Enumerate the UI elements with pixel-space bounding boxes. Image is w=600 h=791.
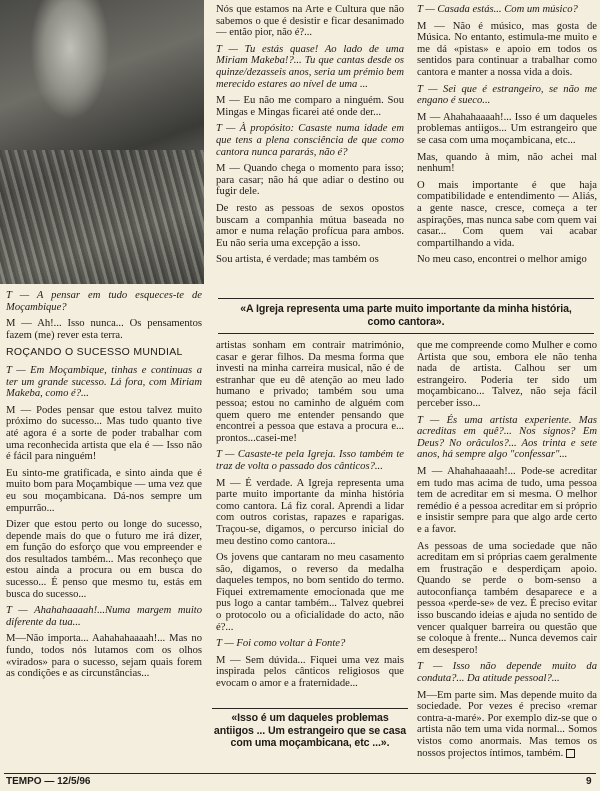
paragraph: No meu caso, encontrei o melhor amigo [417,254,587,266]
paragraph: T — Foi como voltar à Fonte? [216,638,346,650]
page-number: 9 [586,776,592,787]
paragraph: M — Sem dúvida... Fiquei uma vez mais inspirada pelos cânticos religiosos que evocam o amor e a fraternidade... [216,654,404,690]
pullquote-top: «A Igreja representa uma parte muito importante da minha história, como cantora». [240,303,572,328]
paragraph: M — Quando chega o momento para isso; para casar; não há que adiar o destino ou fugir dele. [216,163,404,198]
section-heading: ROÇANDO O SUCESSO MUNDIAL [6,346,183,359]
paragraph: M — Podes pensar que estou talvez muito próximo do sucesso... Mas tudo quanto tive até agora é a sorte de poder trabalhar com uma reconhecida artista que ela é — Isso não é fácil para ninguém! [6,404,202,463]
paragraph: T — À propósito: Casaste numa idade em que tens a plena consciência de que como cantora nunca pararás, não é? [216,123,404,158]
paragraph: M — Eu não me comparo a ninguém. Sou Mingas e Mingas ficarei até onde der... [216,95,404,118]
paragraph-text: M—Em parte sim. Mas depende muito da sociedade. Por vezes é preciso «remar contra-a-maré». Por exemplo diz-se que o artista não tem uma vida normal... Somos vistos como anormais. Mas temos os nossos projectos íntimos, também. [417,689,597,759]
column-3-upper [417,4,597,271]
paragraph: T — Tu estás quase! Ao lado de uma Miriam Makeba!?... Tu que cantas desde os quinze/dezasseis anos, seria um prémio bem merecido estares ao nível de uma ... [216,43,404,90]
paragraph: M — Ahahahaaaah!... Pode-se acreditar em tudo mas acima de tudo, uma pessoa tem de acreditar em si mesma. O melhor remédio é a pessoa acreditar em si próprio e insistir sempre para que algo arde certo e a favor. [417,465,597,535]
paragraph: Sou artista, é verdade; mas também os [216,254,379,266]
photo-foliage [0,150,204,284]
paragraph: Eu sinto-me gratificada, e sinto ainda que é muito bom para Moçambique — uma vez que eu sou moçambicana. Dá-nos sempre um empurrão... [6,467,202,514]
paragraph: Nós que estamos na Arte e Cultura que não sabemos o que é desistir e ficar desanimado — então pior, não é?... [216,4,404,39]
paragraph: M — Ahahahaaaah!... Isso é um daqueles problemas antiigos... Um estrangeiro que se casa com uma moçambicana, etc... [417,111,597,146]
column-2-upper [216,4,404,271]
paragraph: M — Não é músico, mas gosta de Música. No entanto, estimula-me muito e me dá «pistas» e apoio em todos os sentidos para continuar a trabalhar como cantora e manter a nossa vida a dois. [417,20,597,78]
paragraph [417,690,597,760]
footer-issue: TEMPO — 12/5/96 [6,776,91,787]
paragraph: T — Casaste-te pela Igreja. Isso também te traz de volta o passado dos cânticos?... [216,449,404,472]
column-3-lower [417,340,597,764]
paragraph: O mais importante é que haja compatibilidade e entendimento — Aliás, a gente nasce, cresce, começa a ter aspirações, mas nunca sabe com quem vai casar... Com quem vai acabar compartilhando a vida. [417,179,597,249]
column-1 [6,290,202,685]
end-mark [566,749,575,758]
paragraph: Os jovens que cantaram no meu casamento são, digamos, o reverso da medalha daqueles tempos, no bom sentido do termo. Fiquei extremamente emocionada que me pus logo a cantar também... Talvez quebrei o protocolo ou a oficialidade do acto, não é?... [216,552,404,633]
rule [218,298,594,299]
paragraph: T — Ahahahaaaah!...Numa margem muito diferente da tua... [6,605,202,628]
paragraph: M—Não importa... Aahahahaaaah!... Mas no fundo, todos nós lutamos com os olhos «virados» para o sucesso, sejam quais forem as condições e as circunstâncias... [6,633,202,680]
paragraph: M — Ah!... Isso nunca... Os pensamentos fazem (me) rever esta terra. [6,318,202,341]
rule [218,333,594,334]
paragraph: que me compreende como Mulher e como Artista que sou, embora ele não tenha nada de artista. Calhou ser um estrangeiro. Poderia ter sido um moçambicano... Talvez, não seja fácil perceber isso... [417,340,597,409]
photo [0,0,204,284]
paragraph: De resto as pessoas de sexos opostos buscam a companhia mútua baseada no amor e numa relação profícua para ambos. Eu não seria uma excepção a isso. [216,202,404,249]
paragraph: Mas, quando à mim, não achei mal nenhum! [417,151,597,175]
paragraph: T — Isso não depende muito da conduta?... Da atitude pessoal?... [417,661,597,685]
paragraph: T — És uma artista experiente. Mas acreditas em quê?... Nos signos? Em Deus? No orâculos?... Aos trinta e sete anos, há sempre algo "confessar"... [417,414,597,461]
paragraph: T — Sei que é estrangeiro, se não me engano é sueco... [417,83,597,107]
rule [212,708,408,709]
paragraph: As pessoas de uma sociedade que não acreditam em si próprias caem geralmente em frustração e desperdiçam apoio. Quando se perde o bom-senso a autoconfiança também desaparece e a pessoa «perde-se» de vez. É preciso evitar isso buscando ideias e ajuda no sentido de vencer qualquer barreira ou questão que se coloque à frente... Nunca devemos cair em desespero! [417,540,597,656]
photo-figure [30,0,110,120]
paragraph: T — A pensar em tudo esqueces-te de Moçambique? [6,290,202,313]
paragraph: M — É verdade. A Igreja representa uma parte muito importante da minha história como cantora. Lá fiz coral. Aprendi a lidar com outros coristas, rapazes e raparigas. Traçou-se, digamos, o percurso inicial do meu destino como cantora... [216,477,404,547]
paragraph: artistas sonham em contrair matrimónio, casar e gerar filhos. Da mesma forma que investi na minha carreira musical, não é de estranhar que eu dê atenção ao meu lado humano e privado; também sou uma pessoa; estou no caminho de alguém com quem quero me entender pensando que encontrei a pessoa que estava a procura e... prontos...casei-me! [216,340,404,444]
paragraph: Dizer que estou perto ou longe do sucesso, depende mais do que o futuro me irá dizer, em função do esforço que vou empreender e dos resultados também... Mas reconheço que estou ainda a procura ou em busca do sucesso... É penso que mesmo tu, estás em busca do sucesso... [6,519,202,600]
column-2-lower [216,340,404,695]
footer-rule [4,773,596,774]
pullquote-bottom: «Isso é um daqueles problemas antiigos ... Um estrangeiro que se casa com uma moçambicana, etc ...». [213,712,407,749]
paragraph: T — Em Moçambique, tinhas e continuas a ter um grande sucesso. Lá fora, com Miriam Makeba, como é?... [6,364,202,400]
paragraph: T — Casada estás... Com um músico? [417,4,578,15]
